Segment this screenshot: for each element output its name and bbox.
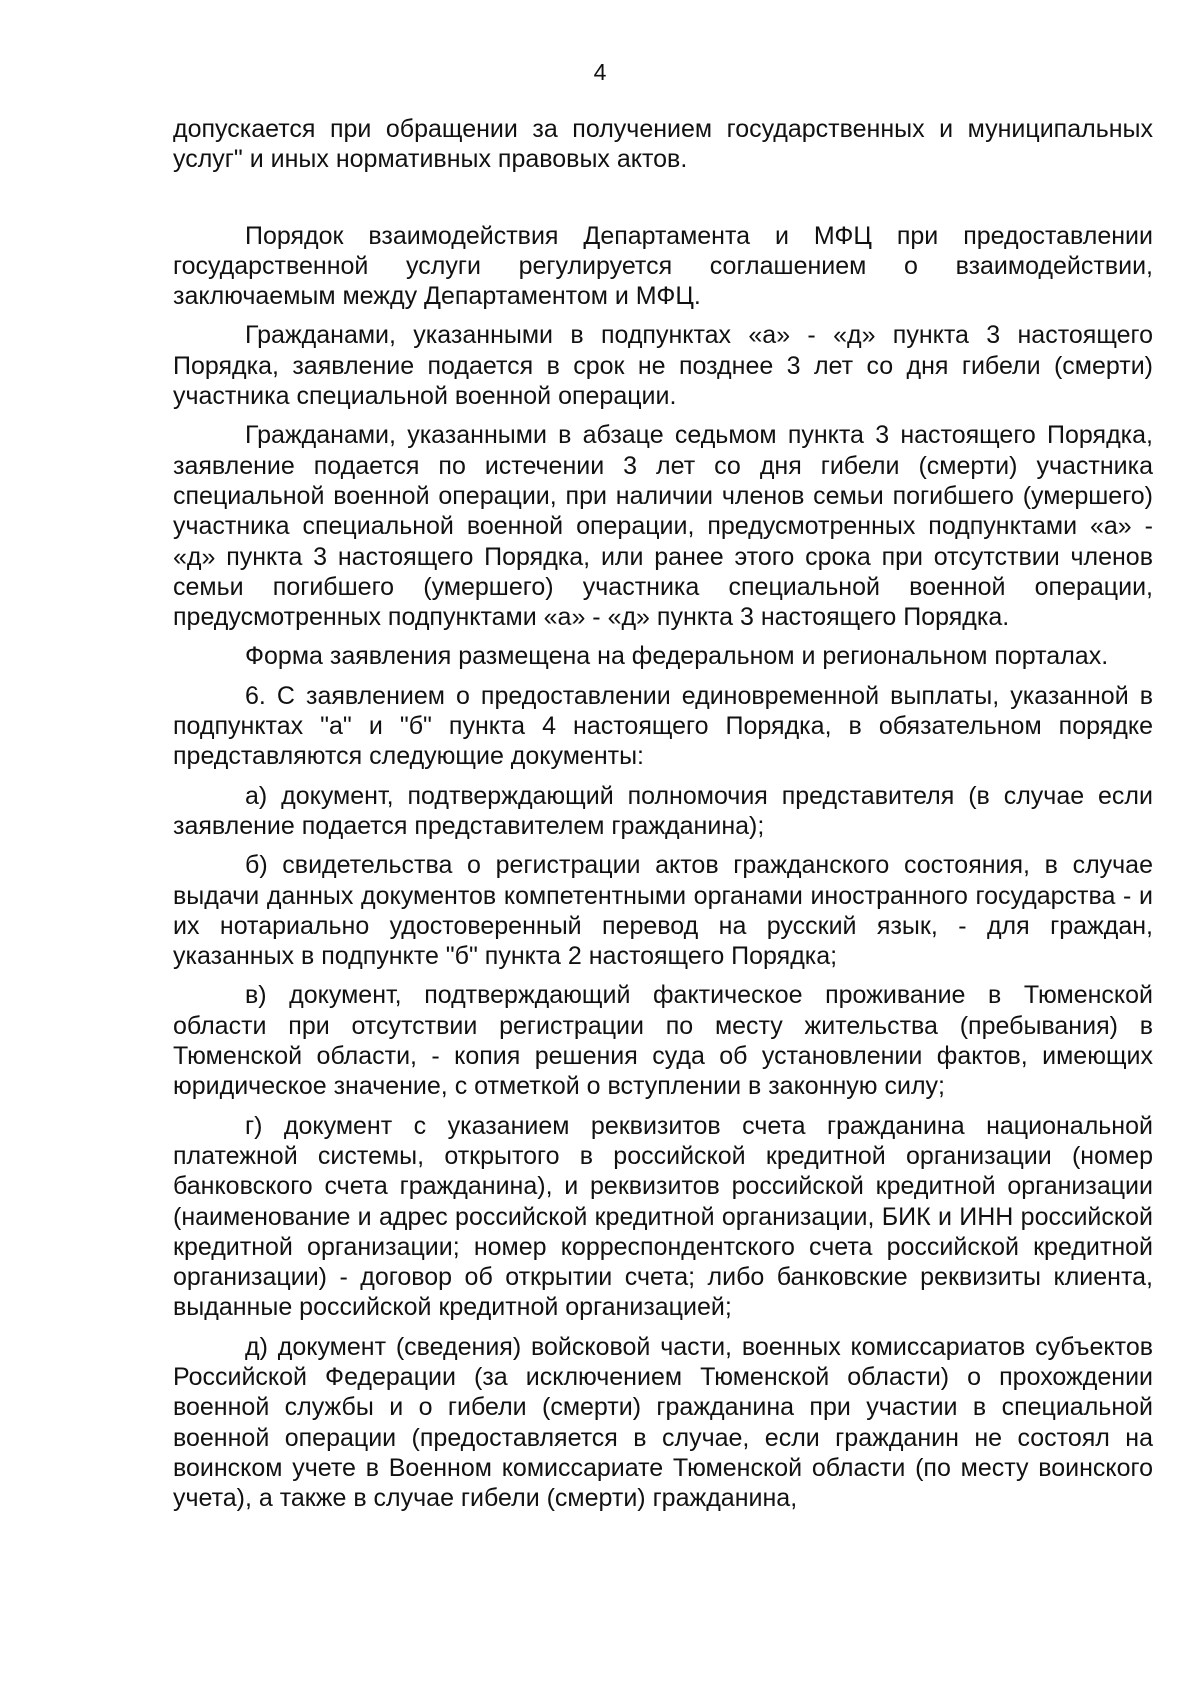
paragraph-subitem-d: д) документ (сведения) войсковой части, военных комиссариатов субъектов Российской Федерации (за исключением Тюменской области) о прохождении военной службы и о гибели (смерти) гражданина при участии в специальной военной операции (предоставляется в случае, если гражданин не состоял на воинском учете в Военном комиссариате Тюменской области (по месту воинского учета), а также в случае гибели (смерти) гражданина, bbox=[173, 1332, 1153, 1513]
paragraph-subitem-g: г) документ с указанием реквизитов счета гражданина национальной платежной системы, открытого в российской кредитной организации (номер банковского счета гражданина), и реквизитов российской кредитной организации (наименование и адрес российской кредитной организации, БИК и ИНН российской кредитной организации; номер корреспондентского счета российской кредитной организации) - договор об открытии счета; либо банковские реквизиты клиента, выданные российской кредитной организацией; bbox=[173, 1111, 1153, 1322]
paragraph-subitem-a: а) документ, подтверждающий полномочия представителя (в случае если заявление подается представителем гражданина); bbox=[173, 781, 1153, 840]
document-body bbox=[173, 114, 1153, 1522]
paragraph-interaction-order: Порядок взаимодействия Департамента и МФЦ при предоставлении государственной услуги регулируется соглашением о взаимодействии, заключаемым между Департаментом и МФЦ. bbox=[173, 221, 1153, 311]
paragraph-subitem-v: в) документ, подтверждающий фактическое проживание в Тюменской области при отсутствии регистрации по месту жительства (пребывания) в Тюменской области, - копия решения суда об установлении фактов, имеющих юридическое значение, с отметкой о вступлении в законную силу; bbox=[173, 981, 1153, 1101]
paragraph-continuation: допускается при обращении за получением государственных и муниципальных услуг" и иных нормативных правовых актов. bbox=[173, 115, 1153, 174]
page-number: 4 bbox=[593, 59, 607, 85]
paragraph-item-6: 6. С заявлением о предоставлении единовременной выплаты, указанной в подпунктах "а" и "б" пункта 4 настоящего Порядка, в обязательном порядке представляются следующие документы: bbox=[173, 681, 1153, 771]
paragraph-application-form: Форма заявления размещена на федеральном и региональном порталах. bbox=[245, 642, 1109, 671]
paragraph-application-after-term: Гражданами, указанными в абзаце седьмом пункта 3 настоящего Порядка, заявление подается по истечении 3 лет со дня гибели (смерти) участника специальной военной операции, при наличии членов семьи погибшего (умершего) участника специальной военной операции, предусмотренных подпунктами «а» - «д» пункта 3 настоящего Порядка, или ранее этого срока при отсутствии членов семьи погибшего (умершего) участника специальной военной операции, предусмотренных подпунктами «а» - «д» пункта 3 настоящего Порядка. bbox=[173, 421, 1153, 632]
paragraph-subitem-b: б) свидетельства о регистрации актов гражданского состояния, в случае выдачи данных документов компетентными органами иностранного государства - и их нотариально удостоверенный перевод на русский язык, - для граждан, указанных в подпункте "б" пункта 2 настоящего Порядка; bbox=[173, 851, 1153, 971]
paragraph-application-deadline: Гражданами, указанными в подпунктах «а» - «д» пункта 3 настоящего Порядка, заявление подается в срок не позднее 3 лет со дня гибели (смерти) участника специальной военной операции. bbox=[173, 321, 1153, 411]
